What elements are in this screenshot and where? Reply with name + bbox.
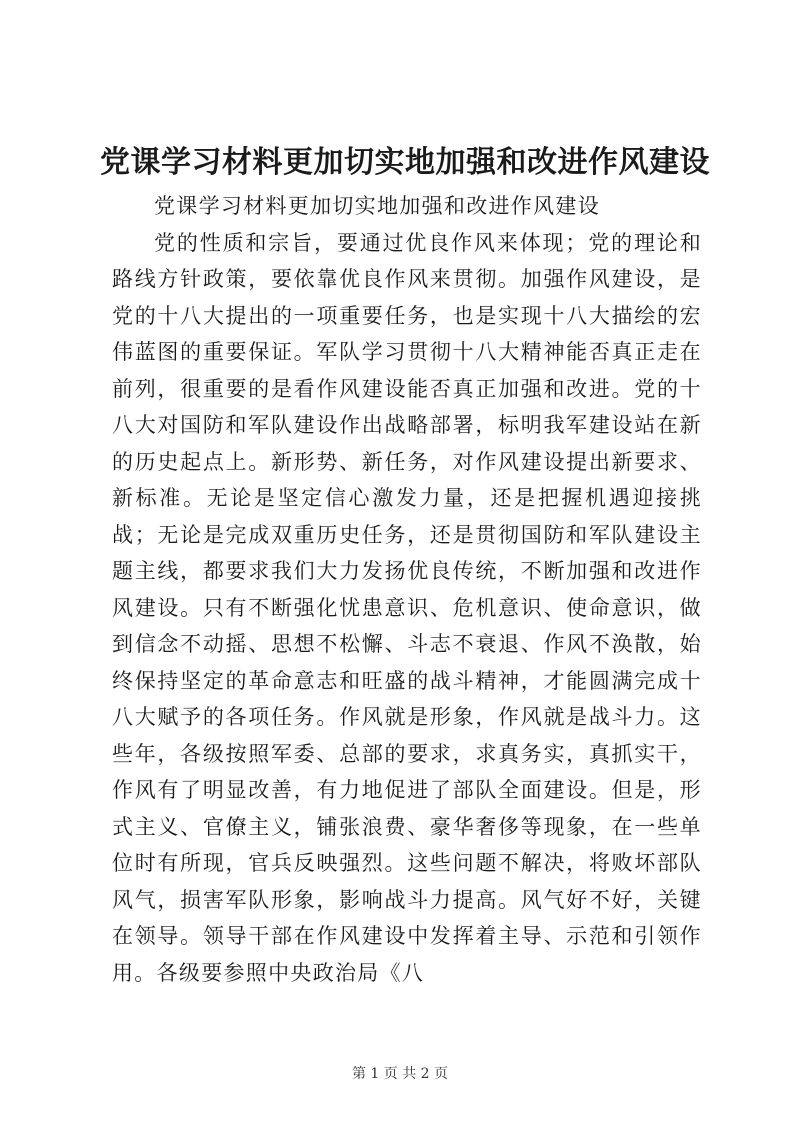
document-subtitle: 党课学习材料更加切实地加强和改进作风建设 [154, 194, 600, 218]
page-footer: 第 1 页 共 2 页 [351, 1066, 449, 1082]
document-body [112, 188, 702, 991]
document-title: 党课学习材料更加切实地加强和改进作风建设 [100, 145, 710, 180]
body-paragraph: 党的性质和宗旨，要通过优良作风来体现；党的理论和路线方针政策，要依靠优良作风来贯彻。加强作风建设，是党的十八大提出的一项重要任务，也是实现十八大描绘的宏伟蓝图的重要保证。军队学习贯彻十八大精神能否真正走在前列，很重要的是看作风建设能否真正加强和改进。党的十八大对国防和军队建设作出战略部署，标明我军建设站在新的历史起点上。新形势、新任务，对作风建设提出新要求、新标准。无论是坚定信心激发力量，还是把握机遇迎接挑战；无论是完成双重历史任务，还是贯彻国防和军队建设主题主线，都要求我们大力发扬优良传统，不断加强和改进作风建设。只有不断强化忧患意识、危机意识、使命意识，做到信念不动摇、思想不松懈、斗志不衰退、作风不涣散，始终保持坚定的革命意志和旺盛的战斗精神，才能圆满完成十八大赋予的各项任务。作风就是形象，作风就是战斗力。这些年，各级按照军委、总部的要求，求真务实，真抓实干，作风有了明显改善，有力地促进了部队全面建设。但是，形式主义、官僚主义，铺张浪费、豪华奢侈等现象，在一些单位时有所现，官兵反映强烈。这些问题不解决，将败坏部队风气，损害军队形象，影响战斗力提高。风气好不好，关键在领导。领导干部在作风建设中发挥着主导、示范和引领作用。各级要参照中央政治局《八 [112, 230, 702, 985]
